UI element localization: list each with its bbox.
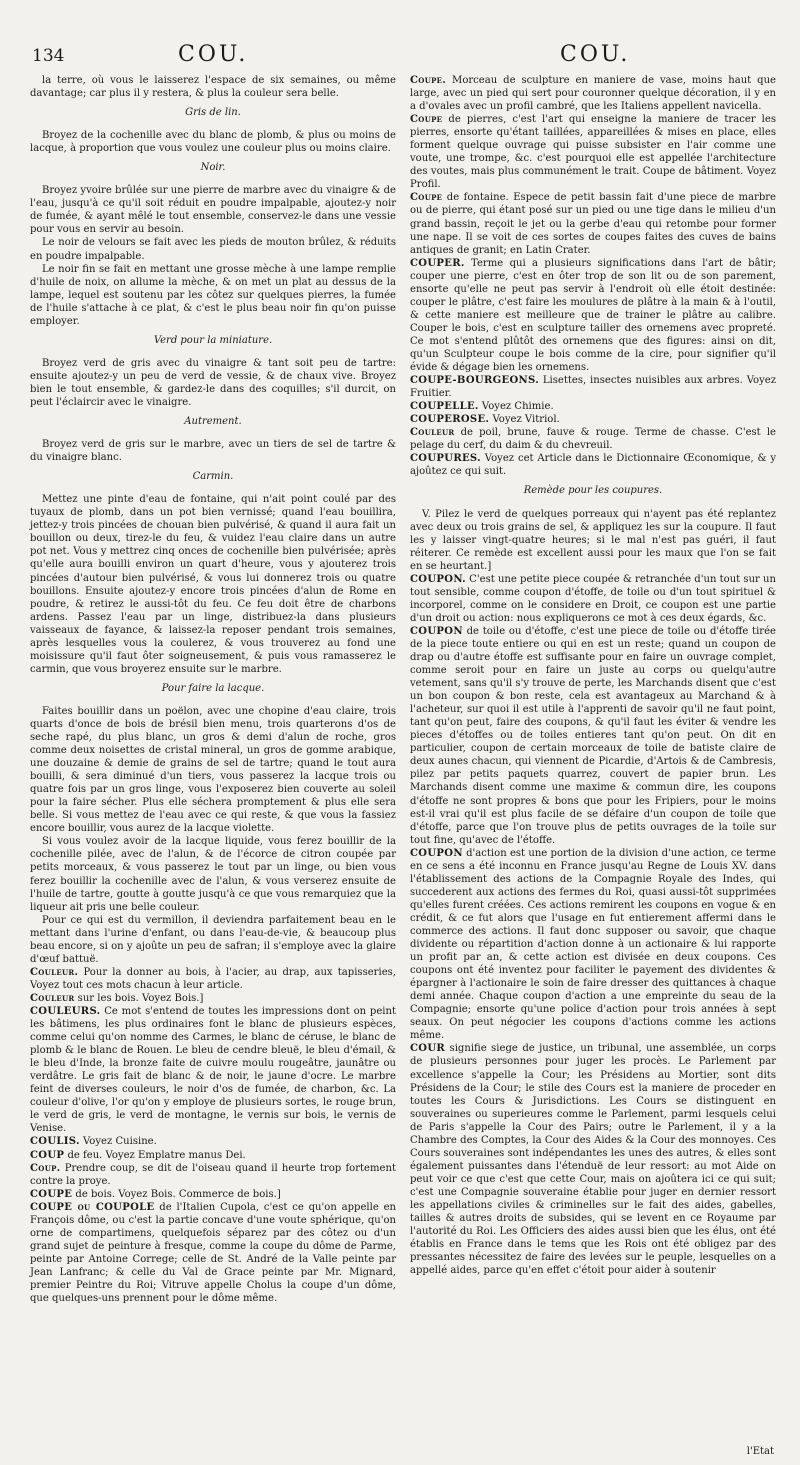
- dictionary-entry: [30, 1162, 396, 1188]
- entry-body: de toile ou d'étoffe, c'est une piece de toile ou d'étoffe tirée de la piece toute entiere ou qui en est un reste; quand un coupon de drap ou d'autre étoffe est suffisante pour en faire un ouvrage complet, comme seroit pour en faire un juste au corps ou quelqu'autre vetement, sans qu'il s'y trouve de perte, les Marchands disent que c'est un bon coupon & bon reste, cela est avantageux au Marchand & à l'acheteur, sur quoi il est utile à l'apprenti de savoir qu'il ne faut point, tant qu'on peut, faire des coupons, & qu'il faut les éviter & vendre les pieces d'étoffes ou de toiles entieres tant qu'on peut. On dit en particulier, coupon de certain morceaux de toile de batiste claire de deux aunes chacun, qui viennent de Picardie, d'Artois & de Cambresis, pilez par petits paquets quarrez, couvert de papier brun. Les Marchands disent comme une maxime & commun dire, les coupons d'étoffe ne sont propres & bons que pour les Fripiers, pour le moins est-il vrai qu'il est plus facile de se défaire d'un coupon de toile que d'étoffe, parce que l'on trouve plus de petits ouvrages de la toile sur tout fine, qu'avec de l'étoffe.: [410, 625, 776, 846]
- entry-headword: Coupe: [410, 114, 443, 126]
- dictionary-entry: [410, 1042, 776, 1277]
- right-column: [410, 74, 776, 1305]
- dictionary-entry: [410, 452, 776, 478]
- entry-headword: Coupe.: [410, 75, 447, 86]
- entry-body: de pierres, c'est l'art qui enseigne la maniere de tracer les pierres, ensorte qu'étant taillées, appareillées & mises en place, elles forment quelque ouvrage qui puisse subsister en l'air comme une voute, une trompe, &c. c'est pourquoi elle est appellée l'architecture des voutes, mais plus communément le trait. Coupe de bâtiment. Voyez Profil.: [410, 114, 776, 191]
- section-subheading: Autrement.: [184, 416, 242, 428]
- entry-body: de l'Italien Cupola, c'est ce qu'on appelle en François dôme, ou c'est la partie concave d'une voute sphérique, qu'on orne de compartimens, quelquefois séparez par des côtez ou d'un grand sujet de peinture à fresque, comme la coupe du dôme de Parme, peinte par Antoine Correge; celle de St. André de la Valle peinte par Jean Lanfranc; & celle du Val de Grace peinte par Mr. Mignard, premier Peintre du Roi; Vitruve appelle Cholus la coupe d'un dôme, que quelques-uns prennent pour le dôme même.: [30, 1201, 396, 1305]
- section-subheading: Carmin.: [192, 471, 234, 483]
- entry-headword: COUPON.: [410, 573, 466, 585]
- entry-headword: COUR: [410, 1043, 446, 1055]
- entry-body: Pour la donner au bois, à l'acier, au drap, aux tapisseries, Voyez tout ces mots chacun à leur article.: [30, 966, 396, 991]
- paragraph: Faites bouillir dans un poëlon, avec une chopine d'eau claire, trois quarts d'once de bois de brésil bien menu, trois quarterons d'os de seche rapé, du plus blanc, un gros & demi d'alun de roche, gros comme deux noisettes de cristal mineral, un gros de gomme arabique, une douzaine & demie de grains de sel de tartre; quand le tout aura bouilli, & sera diminué d'un tiers, vous passerez la lacque trois ou quatre fois par un gros linge, vous l'exposerez bien couverte au soleil pour la faire sécher. Plus elle séchera promptement & plus elle sera belle. Si vous mettez de l'eau avec ce qui reste, & que vous la fassiez encore bouillir, vous aurez de la lacque violette.: [30, 705, 396, 835]
- section-subheading: Gris de lin.: [185, 107, 241, 119]
- entry-body: Ce mot s'entend de toutes les impressions dont on peint les bâtimens, les plus ordinaires font le blanc de plusieurs espèces, comme celui qu'on nomme des Carmes, le blanc de céruse, le blanc de plomb & le blanc de Rouen. Le bleu de cendre bleuë, le bleu d'émail, & le bleu d'Inde, la bronze faite de cuivre moulu rougeâtre, jaunâtre ou verdâtre. Le gris fait de blanc & de noir, le jaune d'ocre. Le marbre feint de diverses couleurs, le noir d'os de fumée, de charbon, &c. La couleur d'olive, l'or qu'on y employe de plusieurs sortes, le rouge brun, le verd de gris, le verd de montagne, le vernis sur bois, le vernis de Venise.: [30, 1006, 396, 1135]
- paragraph: Pour ce qui est du vermillon, il deviendra parfaitement beau en le mettant dans l'urine d'enfant, ou dans l'eau-de-vie, & beaucoup plus beau encore, si on y ajoûte un peu de safran; il s'employe avec la glaire d'œuf battuë.: [30, 914, 396, 965]
- section-subheading: Pour faire la lacque.: [161, 682, 265, 694]
- paragraph: Mettez une pinte d'eau de fontaine, qui n'ait point coulé par des tuyaux de plomb, dans un pot bien vernissé; quand l'eau bouillira, jettez-y trois pincées de chouan bien pulvérisé, & quand il aura fait un bouillon ou deux, tirez-le du feu, & vuidez l'eau claire dans un autre pot net. Vous y mettrez cinq onces de cochenille bien pulvérisée; après qu'elle aura bouilli environ un quart d'heure, vous y ajouterez trois pincées d'autour bien pulvérisé, & vous lui donnerez trois ou quatre bouillons. Ensuite ajoutez-y encore trois pincées d'alun de Rome en poudre, & retirez le aussi-tôt du feu. Ce feu doit être de charbons ardens. Passez l'eau par un linge, distribuez-la dans plusieurs vaisseaux de fayance, & laissez-la reposer pendant trois semaines, après lesquelles vous la coulerez, & vous trouverez au fond une moisissure qu'il faut ôter soigneusement, & puis vous ramasserez le carmin, que vous broyerez ensuite sur le marbre.: [30, 494, 396, 675]
- dictionary-entry: [410, 374, 776, 400]
- paragraph: Le noir de velours se fait avec les pieds de mouton brûlez, & réduits en poudre impalpable.: [30, 237, 396, 262]
- entry-body: Lisettes, insectes nuisibles aux arbres. Voyez Fruitier.: [410, 375, 776, 400]
- dictionary-entry: [410, 426, 776, 452]
- entry-body: Terme qui a plusieurs significations dans l'art de bâtir; couper une pierre, c'est en ôter trop de son lit ou de son parement, ensorte qu'elle ne peut pas servir à l'endroit où elle étoit destinée: couper le plâtre, c'est faire les moulures de plâtre à la main & à l'outil, & cette maniere est meilleure que de trainer le plâtre au calibre. Couper le bois, c'est en sculpture tailler des ornemens avec propreté. Ce mot s'entend plûtôt des ornemens que des figures: ainsi on dit, qu'un Sculpteur coupe le bois comme de la cire, pour signifier qu'il évide & dégage bien les ornemens.: [410, 257, 776, 374]
- dictionary-entry: [410, 625, 776, 847]
- dictionary-entry: [410, 413, 776, 426]
- entry-headword: COUPEROSE.: [410, 414, 490, 426]
- dictionary-entry: [30, 992, 396, 1005]
- entry-headword: COULEURS.: [30, 1006, 101, 1017]
- dictionary-entry: [30, 1135, 396, 1148]
- entry-headword: COUPON: [410, 625, 463, 637]
- paragraph: Broyez verd de gris avec du vinaigre & tant soit peu de tartre: ensuite ajoutez-y un peu de verd de vessie, & de chaux vive. Broyez bien le tout ensemble, & gardez-le dans des coquilles; s'il durcit, on peut l'éclaircir avec le vinaigre.: [30, 357, 396, 408]
- dictionary-entry: [30, 1201, 396, 1305]
- section-subheading: Noir.: [200, 162, 226, 174]
- entry-body: de bois. Voyez Bois. Commerce de bois.]: [72, 1188, 281, 1200]
- running-head-right: COU.: [560, 42, 631, 67]
- entry-headword: COUPE-BOURGEONS.: [410, 375, 539, 387]
- entry-headword: COUP: [30, 1149, 65, 1161]
- entry-body: C'est une petite piece coupée & retranchée d'un tout sur un tout sensible, comme coupon d'étoffe, de toile ou d'un tout spirituel & incorporel, comme on le considere en Droit, ce coupon est une partie d'un droit ou action: nous expliquerons ce mot à ces deux égards, &c.: [410, 573, 776, 624]
- entry-headword: COUPELLE.: [410, 401, 479, 413]
- entry-headword: COUPE ou COUPOLE: [30, 1201, 155, 1213]
- entry-headword: COUPON: [410, 847, 463, 859]
- entry-headword: Coup.: [30, 1162, 61, 1174]
- entry-headword: COULIS.: [30, 1136, 80, 1148]
- entry-body: de fontaine. Espece de petit bassin fait d'une piece de marbre ou de pierre, qui étant posé sur un pied ou une tige dans le milieu d'un grand bassin, reçoit le jet ou la gerbe d'eau qui retombe pour former une nape. Il se voit de ces sortes de coupes faites des cuves de bains antiques de granit; en Latin Crater.: [410, 192, 776, 256]
- section-subheading: Remède pour les coupures.: [523, 485, 663, 497]
- paragraph: Broyez verd de gris sur le marbre, avec un tiers de sel de tartre & du vinaigre blanc.: [30, 439, 396, 464]
- running-head-left: COU.: [178, 42, 249, 67]
- entry-body: Voyez Chimie.: [478, 401, 554, 413]
- entry-body: Voyez cet Article dans le Dictionnaire Œconomique, & y ajoûtez ce qui suit.: [410, 453, 776, 478]
- dictionary-entry: [30, 1149, 396, 1162]
- dictionary-entry: [410, 573, 776, 625]
- dictionary-entry: [410, 191, 776, 256]
- dictionary-entry: [30, 966, 396, 992]
- entry-headword: COUPURES.: [410, 453, 481, 465]
- paragraph: Le noir fin se fait en mettant une grosse mèche à une lampe remplie d'huile de noix, on allume la mèche, & on met un plat au dessus de la lampe, lequel est soutenu par les côtez sur quelques pierres, la fumée de l'huile s'attache à ce plat, & c'est le plus beau noir fin qu'on puisse employer.: [30, 263, 396, 327]
- entry-headword: Couleur: [30, 992, 75, 1004]
- dictionary-entry: [410, 847, 776, 1043]
- entry-headword: COUPE: [30, 1188, 73, 1200]
- entry-body: sur les bois. Voyez Bois.]: [74, 992, 204, 1004]
- entry-headword: Couleur: [410, 427, 455, 439]
- dictionary-entry: [410, 400, 776, 413]
- entry-headword: Coupe: [410, 192, 443, 204]
- text-columns: [30, 74, 776, 1305]
- page-number: 134: [32, 46, 65, 66]
- dictionary-entry: [410, 257, 776, 374]
- dictionary-entry: [30, 1005, 396, 1135]
- entry-headword: COUPER.: [410, 257, 465, 269]
- paragraph: la terre, où vous le laisserez l'espace de six semaines, ou même davantage; car plus il y restera, & plus la couleur sera belle.: [30, 75, 396, 100]
- entry-body: Morceau de sculpture en maniere de vase, moins haut que large, avec un pied qui sert pour couronner quelque décoration, il y en a d'ovales avec un profil cambré, que les Italiens appellent navicella.: [410, 75, 776, 113]
- paragraph: Broyez de la cochenille avec du blanc de plomb, & plus ou moins de lacque, à proportion que vous voulez une couleur plus ou moins claire.: [30, 130, 396, 155]
- dictionary-entry: [410, 74, 776, 113]
- entry-body: signifie siege de justice, un tribunal, une assemblée, un corps de plusieurs personnes pour juger les procès. Le Parlement par excellence s'appelle la Cour; les Présidens au Mortier, sont dits Présidens de la Cour; le stile des Cours est la maniere de proceder en toutes les Cours & Jurisdictions. Les Cours se distinguent en souveraines ou superieures comme le Parlement, parmi lesquels celui de Paris s'appelle la Cour des Pairs; outre le Parlement, il y a la Chambre des Comptes, la Cour des Aides & la Cour des monnoyes. Ces Cours souveraines sont indépendantes les unes des autres, & elles sont également puissantes dans l'étenduë de leur ressort: au mot Aide on peut voir ce que c'est que cette Cour, mais on ajoûtera ici ce qui suit; c'est une Compagnie souveraine établie pour juger en dernier ressort les appellations civiles & criminelles sur le fait des aides, gabelles, tailles & autres droits de subsides, qui se levent en ce Royaume par l'autorité du Roi. Les Officiers des aides aussi bien que les élus, ont été établis en France dans le tems que les Rois ont été obligez par des pressantes nécessitez de faire des levées sur le peuple, lesquelles on a appellé aides, parce qu'en effet c'étoit pour aider à soutenir: [410, 1043, 776, 1277]
- entry-body: Prendre coup, se dit de l'oiseau quand il heurte trop fortement contre la proye.: [30, 1162, 396, 1187]
- paragraph: V. Pilez le verd de quelques porreaux qui n'ayent pas été replantez avec deux ou trois grains de sel, & appliquez les sur la coupure. Il faut les y laisser vingt-quatre heures; si le mal n'est pas guéri, il faut réiterer. Ce remède est excellent aussi pour les maux que l'on se fait en se heurtant.]: [410, 508, 776, 572]
- entry-body: de feu. Voyez Emplatre manus Dei.: [64, 1149, 246, 1161]
- paragraph: Si vous voulez avoir de la lacque liquide, vous ferez bouillir de la cochenille pilée, avec de l'alun, & de l'écorce de citron coupée par petits morceaux, & vous passerez le tout par un linge, ou bien vous ferez bouillir la cochenille avec de l'alun, & vous verserez ensuite de l'huile de tartre, goutte à goutte jusqu'à ce que vous remarquiez que la liqueur ait pris une belle couleur.: [30, 836, 396, 913]
- left-column: [30, 74, 396, 1305]
- dictionary-entry: [30, 1188, 396, 1201]
- section-subheading: Verd pour la miniature.: [153, 334, 273, 346]
- entry-body: de poil, brune, fauve & rouge. Terme de chasse. C'est le pelage du cerf, du daim & du chevreuil.: [410, 427, 776, 452]
- entry-headword: Couleur.: [30, 966, 79, 978]
- entry-body: Voyez Vitriol.: [489, 414, 560, 426]
- entry-body: d'action est une portion de la division d'une action, ce terme en ce sens a été inconnu en France jusqu'au Regne de Louis XV. dans l'établissement des actions de la Compagnie Royale des Indes, qui succederent aux actions des fermes du Roi, quasi aussi-tôt supprimées qu'elles furent créées. Ces actions remirent les coupons en vogue & en crédit, & ce fut alors que l'usage en fut entierement affermi dans le commerce des actions. Il faut donc supposer ou savoir, que chaque dividente ou répartition d'action donne à un actionaire & lui rapporte un profit par an, & cette action est divisée en deux coupons. Ces coupons ont été inventez pour faciliter le payement des dividentes & épargner à l'actionaire le soin de faire dresser des quittances à chaque demi année. Chaque coupon d'action a une empreinte du seau de la Compagnie; ensorte qu'une police d'action pour trois années à sept seaux. On peut négocier les coupons d'actions comme les actions même.: [410, 847, 776, 1042]
- entry-body: Voyez Cuisine.: [79, 1136, 157, 1148]
- catchword: l'Etat: [746, 1446, 774, 1457]
- paragraph: Broyez yvoire brûlée sur une pierre de marbre avec du vinaigre & de l'eau, jusqu'à ce qu'il soit réduit en poudre impalpable, ajoutez-y noir de fumée, & ayant mêlé le tout ensemble, conservez-le dans une vessie pour vous en servir au besoin.: [30, 185, 396, 236]
- dictionary-entry: [410, 113, 776, 191]
